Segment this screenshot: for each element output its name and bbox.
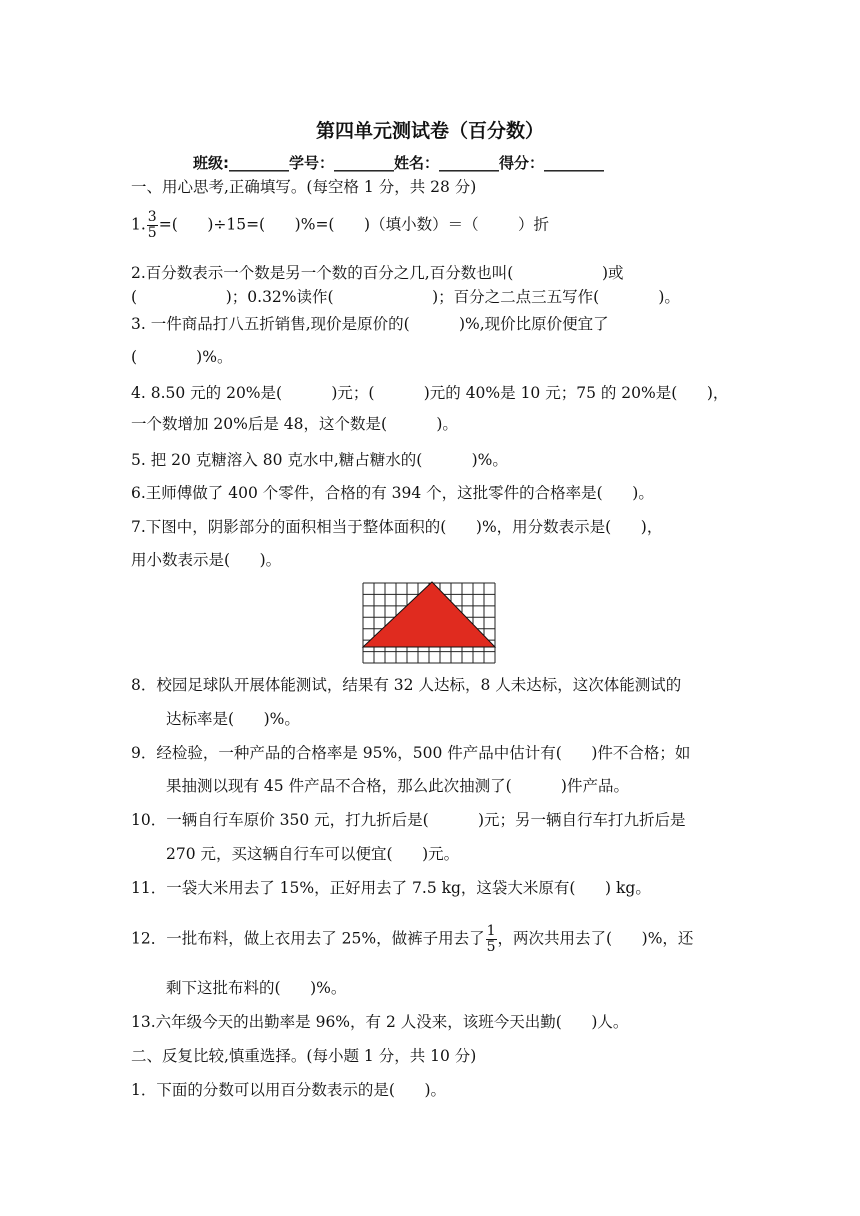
question-5: 5. 把 20 克糖溶入 80 克水中,糖占糖水的( )%。: [131, 451, 508, 469]
section-1-heading: 一、用心思考,正确填写。(每空格 1 分，共 28 分): [131, 178, 477, 196]
question-1: [131, 210, 549, 241]
question-1-text: =( )÷15=( )%=( )（填小数）＝（ ）折: [158, 215, 550, 234]
question-7-line-1: 7.下图中，阴影部分的面积相当于整体面积的( )%，用分数表示是( )，: [131, 518, 663, 536]
shaded-triangle-grid-figure: [360, 580, 498, 666]
student-info-line: 班级:________学号：________姓名：________得分：________: [193, 154, 604, 172]
question-1-number: 1.: [131, 215, 146, 234]
question-11: 11．一袋大米用去了 15%，正好用去了 7.5 kg，这袋大米原有( ) kg。: [131, 879, 651, 897]
question-8-line-2: 达标率是( )%。: [166, 710, 300, 728]
fraction-denominator: 5: [147, 225, 157, 241]
question-9-line-2: 果抽测以现有 45 件产品不合格，那么此次抽测了( )件产品。: [166, 777, 629, 795]
question-4-line-2: 一个数增加 20%后是 48，这个数是( )。: [131, 415, 458, 433]
section-2-heading: 二、反复比较,慎重选择。(每小题 1 分，共 10 分): [131, 1047, 477, 1065]
question-6: 6.王师傅做了 400 个零件，合格的有 394 个，这批零件的合格率是( )。: [131, 484, 654, 502]
question-10-line-2: 270 元，买这辆自行车可以便宜( )元。: [166, 845, 460, 863]
fraction-numerator: 3: [147, 209, 157, 225]
shaded-triangle: [363, 582, 495, 647]
question-12-text-end: ，两次共用去了( )%，还: [497, 929, 694, 948]
question-4-line-1: 4. 8.50 元的 20%是( )元；( )元的 40%是 10 元；75 的 20%是( )，: [131, 384, 729, 402]
question-13: 13.六年级今天的出勤率是 96%，有 2 人没来，该班今天出勤( )人。: [131, 1013, 629, 1031]
fraction-one-fifth: [486, 924, 497, 955]
fraction-three-fifths: [147, 210, 158, 241]
question-9-line-1: 9．经检验，一种产品的合格率是 95%，500 件产品中估计有( )件不合格；如: [131, 744, 691, 762]
page-title: 第四单元测试卷（百分数）: [315, 120, 544, 142]
fraction-denominator: 5: [486, 939, 496, 955]
section-2-question-1: 1．下面的分数可以用百分数表示的是( )。: [131, 1081, 447, 1099]
question-7-line-2: 用小数表示是( )。: [131, 551, 282, 569]
question-2-line-1: 2.百分数表示一个数是另一个数的百分之几,百分数也叫( )或: [131, 264, 624, 282]
question-2-line-2: ( )；0.32%读作( )；百分之二点三五写作( )。: [131, 288, 680, 306]
question-8-line-1: 8．校园足球队开展体能测试，结果有 32 人达标，8 人未达标，这次体能测试的: [131, 676, 682, 694]
question-12-line-2: 剩下这批布料的( )%。: [166, 979, 347, 997]
fraction-numerator: 1: [486, 923, 496, 939]
question-12-text-start: 12．一批布料，做上衣用去了 25%，做裤子用去了: [131, 929, 485, 948]
question-3-line-2: ( )%。: [131, 348, 233, 366]
question-10-line-1: 10．一辆自行车原价 350 元，打九折后是( )元；另一辆自行车打九折后是: [131, 811, 686, 829]
question-3-line-1: 3. 一件商品打八五折销售,现价是原价的( )%,现价比原价便宜了: [131, 315, 609, 333]
question-12-line-1: [131, 924, 693, 955]
